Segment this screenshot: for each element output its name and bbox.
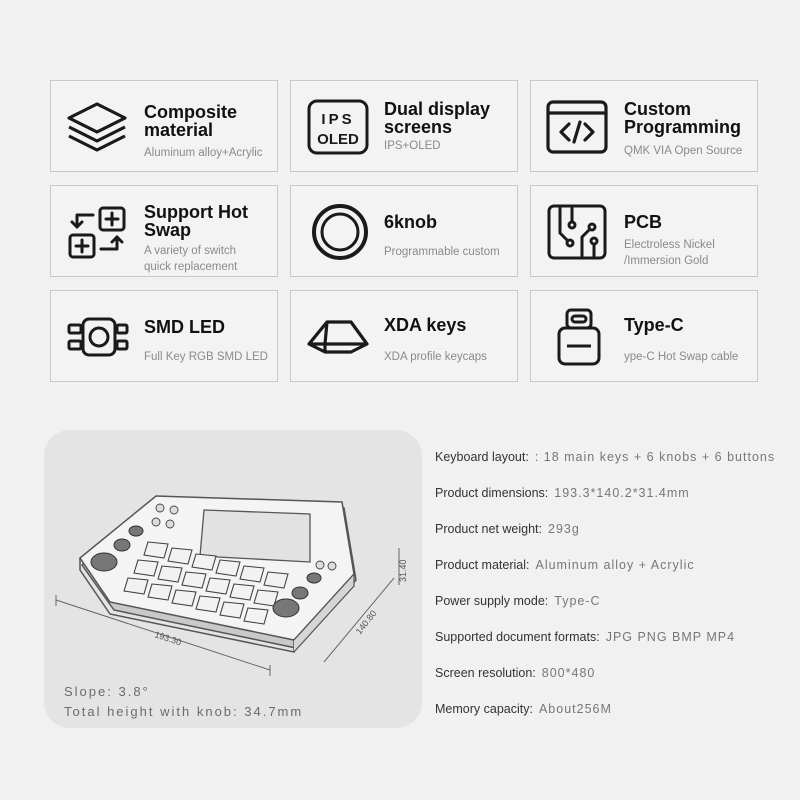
feature-subtitle: A variety of switch quick replacement [144, 245, 238, 273]
dim-height-label: 31.40 [398, 559, 408, 582]
key-cap [172, 590, 196, 606]
spec-memory [435, 702, 612, 716]
spec-formats [435, 630, 735, 644]
feature-title: Dual display screens [384, 99, 491, 137]
feature-card-type-c [530, 290, 758, 382]
ips-oled-icon [305, 98, 369, 156]
spec-label: Product dimensions: [435, 486, 549, 500]
key-cap [124, 578, 148, 594]
feature-card-composite-material [50, 80, 278, 172]
knob-icon [305, 203, 369, 261]
spec-keyboard-layout [435, 450, 775, 464]
spec-material [435, 558, 695, 572]
feature-title: Type-C [624, 315, 684, 335]
total-height-note: Total height with knob: 34.7mm [64, 704, 304, 719]
feature-subtitle: QMK VIA Open Source [624, 145, 743, 157]
spec-label: Product material: [435, 558, 530, 572]
feature-title: Composite material [144, 102, 238, 140]
spec-value: About256M [538, 702, 612, 716]
feature-subtitle: ype-C Hot Swap cable [624, 351, 739, 363]
spec-label: Product net weight: [435, 522, 543, 536]
feature-card-knob [290, 185, 518, 277]
hot-swap-icon [65, 203, 129, 261]
key-cap [216, 560, 240, 576]
feature-card-pcb [530, 185, 758, 277]
key-cap [134, 560, 158, 576]
feature-subtitle: IPS+OLED [384, 140, 441, 152]
slope-note: Slope: 3.8° [64, 684, 150, 699]
key-cap [196, 596, 220, 612]
feature-title: PCB [624, 212, 663, 232]
key-cap [148, 584, 172, 600]
key-cap [206, 578, 230, 594]
spec-value: JPG PNG BMP MP4 [605, 630, 736, 644]
spec-value: Aluminum alloy + Acrylic [535, 558, 695, 572]
key-cap [220, 602, 244, 618]
oled-icon-text: OLED [317, 131, 359, 148]
spec-value: : 18 main keys + 6 knobs + 6 buttons [534, 450, 776, 464]
feature-title: XDA keys [384, 315, 467, 335]
layers-icon [65, 98, 129, 156]
key-cap [182, 572, 206, 588]
pcb-icon [545, 203, 609, 261]
spec-value: 193.3*140.2*31.4mm [554, 486, 690, 500]
feature-title: 6knob [384, 212, 438, 232]
feature-card-custom-programming [530, 80, 758, 172]
spec-value: 293g [548, 522, 580, 536]
feature-title: Support Hot Swap [144, 202, 248, 240]
key-cap [144, 542, 168, 558]
feature-card-smd-led [50, 290, 278, 382]
dim-depth-label: 140.80 [353, 608, 379, 637]
spec-resolution [435, 666, 595, 680]
feature-subtitle: Programmable custom [384, 246, 500, 258]
spec-value: Type-C [554, 594, 601, 608]
key-cap [244, 608, 268, 624]
key-cap [158, 566, 182, 582]
keycap-icon [305, 308, 369, 366]
feature-subtitle: XDA profile keycaps [384, 351, 487, 363]
dim-width-label: 193.30 [153, 629, 183, 648]
feature-title: SMD LED [144, 317, 225, 337]
key-cap [240, 566, 264, 582]
feature-subtitle: Electroless Nickel /Immersion Gold [624, 239, 715, 267]
feature-subtitle: Full Key RGB SMD LED [144, 351, 268, 363]
feature-subtitle: Aluminum alloy+Acrylic [144, 147, 263, 159]
spec-value: 800*480 [541, 666, 596, 680]
spec-label: Screen resolution: [435, 666, 536, 680]
spec-weight [435, 522, 580, 536]
key-cap [192, 554, 216, 570]
led-icon [65, 308, 129, 366]
feature-card-hot-swap [50, 185, 278, 277]
spec-label: Keyboard layout: [435, 450, 529, 464]
spec-dimensions [435, 486, 690, 500]
spec-power [435, 594, 601, 608]
feature-card-dual-display [290, 80, 518, 172]
spec-label: Supported document formats: [435, 630, 600, 644]
key-cap [168, 548, 192, 564]
spec-label: Memory capacity: [435, 702, 533, 716]
key-cap [230, 584, 254, 600]
feature-title: Custom Programming [624, 99, 742, 137]
spec-label: Power supply mode: [435, 594, 549, 608]
ips-icon-text: IPS [321, 111, 355, 128]
key-cap [264, 572, 288, 588]
feature-card-xda-keys [290, 290, 518, 382]
usb-c-icon [545, 308, 609, 366]
code-window-icon [545, 98, 609, 156]
product-image-panel [44, 430, 422, 728]
